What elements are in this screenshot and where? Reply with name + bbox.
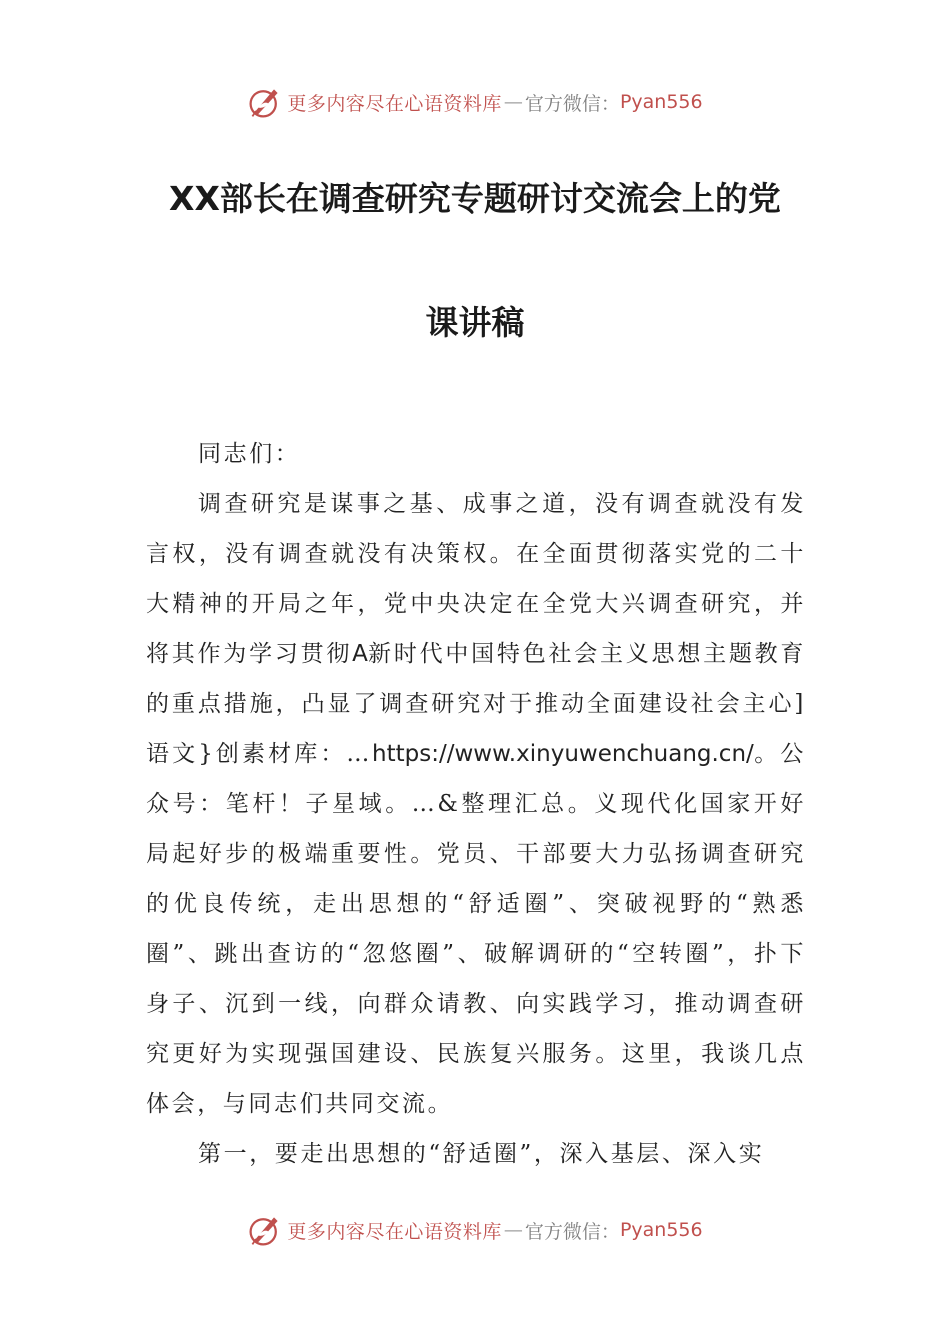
footer-banner — [0, 1210, 950, 1250]
quill-pen-logo-icon — [247, 84, 283, 120]
header-banner — [0, 82, 950, 122]
banner-wechat-label: 官方微信： — [524, 92, 620, 115]
banner-wechat-id: Pyan556 — [619, 91, 703, 113]
paragraph-1-part-b: 新时代中国特色社会主义思想主题教育的重点措施，凸显了调查研究对于推动全面建设社会主心]语文}创素材库：… — [146, 641, 806, 767]
paragraph-1 — [146, 479, 806, 1129]
banner-slogan: 更多内容尽在心语资料库 — [287, 1220, 502, 1243]
banner-dash: — — [503, 1219, 523, 1241]
quill-pen-logo-icon — [247, 1212, 283, 1248]
paragraph-2: 第一，要走出思想的“舒适圈”，深入基层、深入实 — [198, 1141, 765, 1167]
paragraph-1-part-c: 。公众号：笔杆！子星域。…&整理汇总。义现代化国家开好局起好步的极端重要性。党员、干部要大力弘扬调查研究的优良传统，走出思想的“舒适圈”、突破视野的“熟悉圈”、跳出查访的“忽悠圈”、破解调研的“空转圈”，扑下身子、沉到一线，向群众请教、向实践学习，推动调查研究更好为实现强国建设、民族复兴服务。这里，我谈几点体会，与同志们共同交流。 — [146, 741, 806, 1117]
banner-wechat-id: Pyan556 — [619, 1219, 703, 1241]
banner-wechat-label: 官方微信： — [524, 1220, 620, 1243]
banner-dash: — — [503, 91, 523, 113]
paragraph-1-part-a: 调查研究是谋事之基、成事之道，没有调查就没有发言权，没有调查就没有决策权。在全面贯彻落实党的二十大精神的开局之年，党中央决定在全党大兴调查研究，并将其作为学习贯彻 — [146, 491, 806, 667]
salutation: 同志们： — [198, 441, 301, 467]
banner-slogan: 更多内容尽在心语资料库 — [287, 92, 502, 115]
document-title-line-1: XX部长在调查研究专题研讨交流会上的党 — [169, 179, 781, 218]
document-body — [146, 429, 806, 1179]
paragraph-1-latin: A — [352, 641, 368, 667]
document-title-line-2: 课讲稿 — [425, 303, 525, 342]
paragraph-1-url: https://www.xinyuwenchuang.cn/ — [372, 741, 754, 767]
